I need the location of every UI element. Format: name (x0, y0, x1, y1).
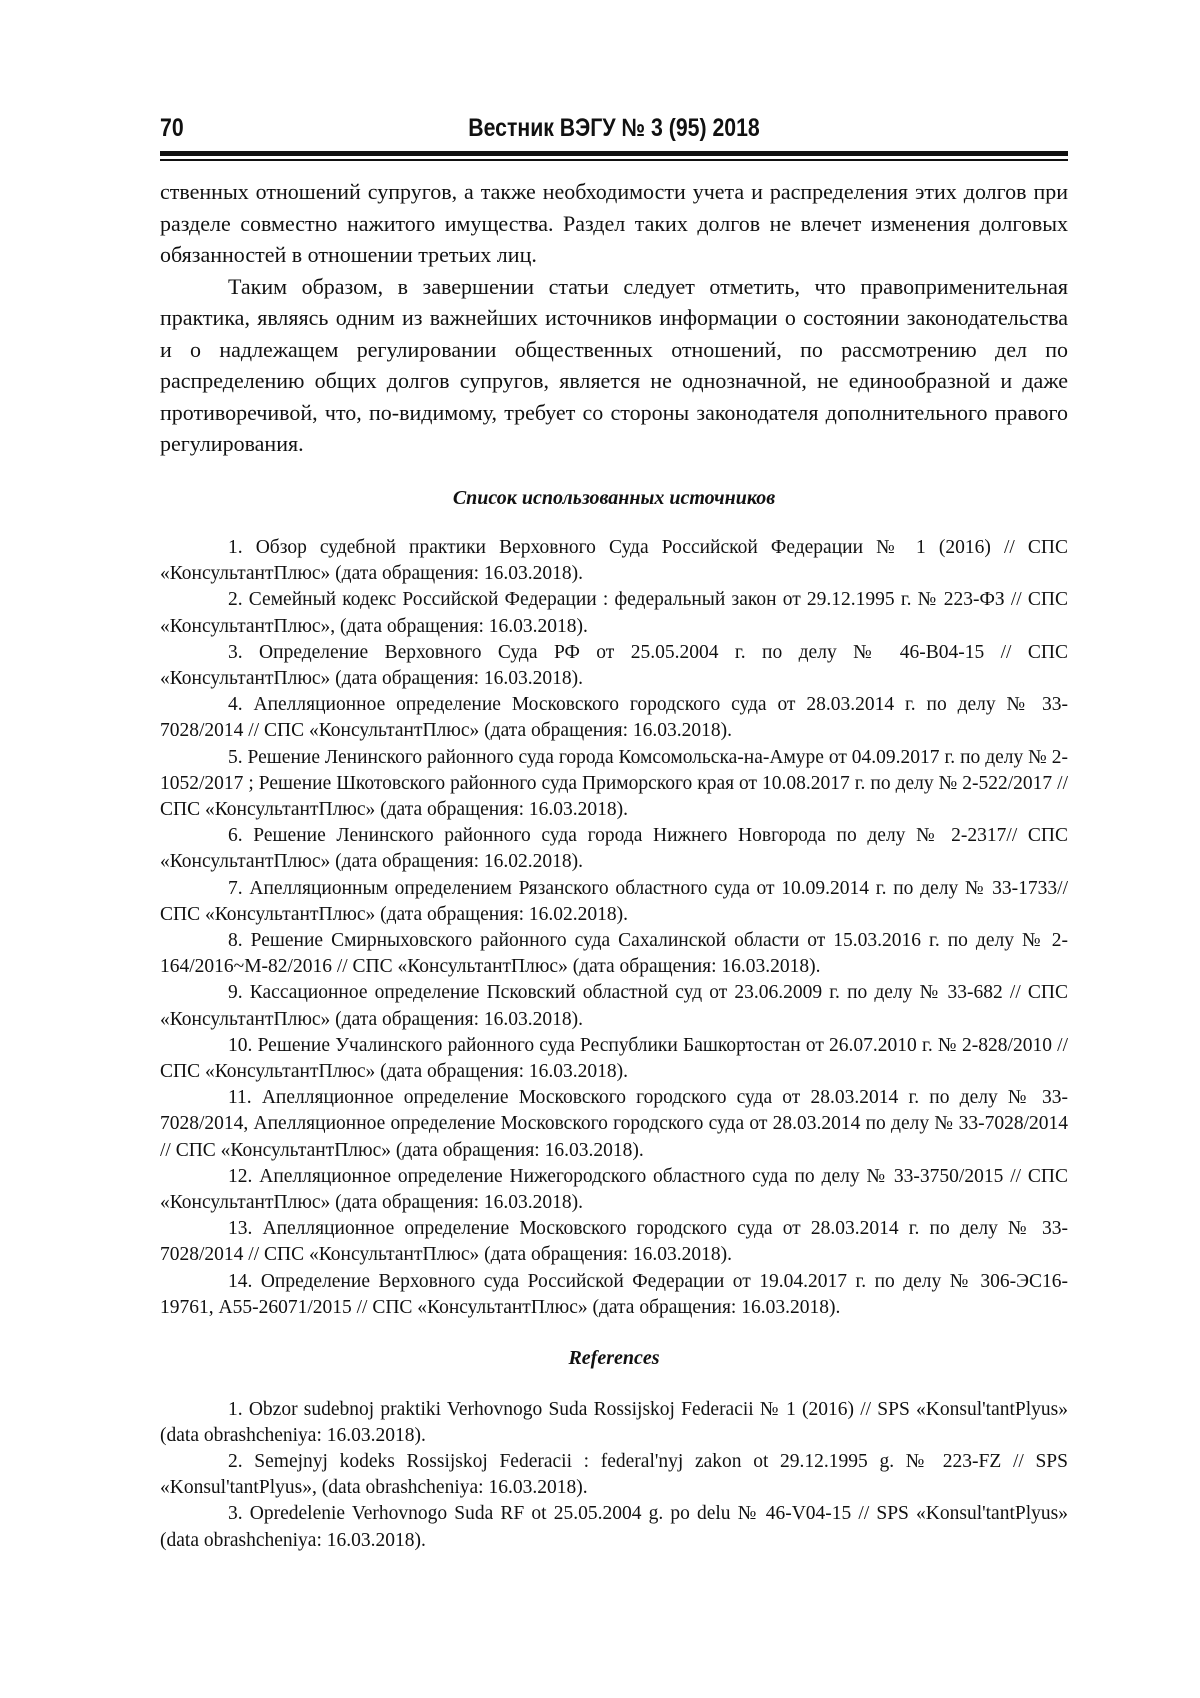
source-item: 8. Решение Смирныховского районного суда Сахалинской области от 15.03.2016 г. по делу № 2-164/2016~М-82/2016 // СПС «КонсультантПлюс» (дата обращения: 16.03.2018). (160, 930, 1068, 978)
page-number: 70 (160, 114, 184, 142)
source-item: 9. Кассационное определение Псковский областной суд от 23.06.2009 г. по делу № 33-682 // СПС «КонсультантПлюс» (дата обращения: 16.03.2018). (160, 982, 1068, 1030)
running-header (160, 106, 1068, 146)
source-item: 3. Определение Верховного Суда РФ от 25.05.2004 г. по делу № 46-В04-15 // СПС «КонсультантПлюс» (дата обращения: 16.03.2018). (160, 641, 1068, 690)
references-list (160, 1397, 1068, 1554)
source-item: 13. Апелляционное определение Московского городского суда от 28.03.2014 г. по делу № 33-7028/2014 // СПС «КонсультантПлюс» (дата обращения: 16.03.2018). (160, 1218, 1068, 1266)
reference-item: 3. Opredelenie Verhovnogo Suda RF ot 25.05.2004 g. po delu № 46-V04-15 // SPS «Konsul'tantPlyus» (data obrashcheniya: 16.03.2018). (160, 1503, 1068, 1551)
source-item: 12. Апелляционное определение Нижегородского областного суда по делу № 33-3750/2015 // СПС «КонсультантПлюс» (дата обращения: 16.03.2018). (160, 1165, 1068, 1214)
source-item: 10. Решение Учалинского районного суда Республики Башкортостан от 26.07.2010 г. № 2-828/2010 // СПС «КонсультантПлюс» (дата обращения: 16.03.2018). (160, 1034, 1068, 1083)
source-item: 14. Определение Верховного суда Российской Федерации от 19.04.2017 г. по делу № 306-ЭС16-19761, А55-26071/2015 // СПС «КонсультантПлюс» (дата обращения: 16.03.2018). (160, 1270, 1068, 1318)
body-paragraph: ственных отношений супругов, а также необходимости учета и распределения этих долгов при разделе совместно нажитого имущества. Раздел таких долгов не влечет изменения долговых обязанностей в отношении третьих лиц. (160, 179, 1068, 267)
source-item: 2. Семейный кодекс Российской Федерации : федеральный закон от 29.12.1995 г. № 223-ФЗ // СПС «КонсультантПлюс», (дата обращения: 16.03.2018). (160, 589, 1068, 637)
header-rule-thin (160, 159, 1068, 161)
reference-item: 1. Obzor sudebnoj praktiki Verhovnogo Suda Rossijskoj Federacii № 1 (2016) // SPS «Konsul'tantPlyus» (data obrashcheniya: 16.03.2018). (160, 1398, 1068, 1446)
source-item: 11. Апелляционное определение Московского городского суда от 28.03.2014 г. по делу № 33-7028/2014, Апелляционное определение Московского городского суда от 28.03.2014 по делу № 33-7028/2014 // СПС «КонсультантПлюс» (дата обращения: 16.03.2018). (160, 1087, 1068, 1161)
source-item: 6. Решение Ленинского районного суда города Нижнего Новгорода по делу № 2-2317// СПС «КонсультантПлюс» (дата обращения: 16.02.2018). (160, 825, 1068, 873)
source-item: 1. Обзор судебной практики Верховного Суда Российской Федерации № 1 (2016) // СПС «КонсультантПлюс» (дата обращения: 16.03.2018). (160, 537, 1068, 585)
article-body (160, 176, 1068, 1554)
reference-item: 2. Semejnyj kodeks Rossijskoj Federacii : federal'nyj zakon ot 29.12.1995 g. № 223-FZ // SPS «Konsul'tantPlyus», (data obrashcheniya: 16.03.2018). (160, 1451, 1068, 1499)
source-item: 5. Решение Ленинского районного суда города Комсомольска-на-Амуре от 04.09.2017 г. по делу № 2-1052/2017 ; Решение Шкотовского районного суда Приморского края от 10.08.2017 г. по делу № 2-522/2017 // СПС «КонсультантПлюс» (дата обращения: 16.03.2018). (160, 746, 1068, 821)
source-item: 7. Апелляционным определением Рязанского областного суда от 10.09.2014 г. по делу № 33-1733// СПС «КонсультантПлюс» (дата обращения: 16.02.2018). (160, 877, 1068, 925)
source-item: 4. Апелляционное определение Московского городского суда от 28.03.2014 г. по делу № 33-7028/2014 // СПС «КонсультантПлюс» (дата обращения: 16.03.2018). (160, 694, 1068, 742)
sources-list (160, 535, 1068, 1321)
references-heading: References (568, 1347, 660, 1370)
header-rule-thick (160, 151, 1068, 156)
journal-title: Вестник ВЭГУ № 3 (95) 2018 (468, 114, 760, 142)
body-paragraph: Таким образом, в завершении статьи следует отметить, что правоприменительная практика, являясь одним из важнейших источников информации о состоянии законодательства и о надлежащем регулировании общественных отношений, по рассмотрению дел по распределению общих долгов супругов, является не однозначной, не единообразной и даже противоречивой, что, по-видимому, требует со стороны законодателя дополнительного правого регулирования. (160, 273, 1068, 456)
sources-heading: Список использованных источников (452, 486, 776, 509)
